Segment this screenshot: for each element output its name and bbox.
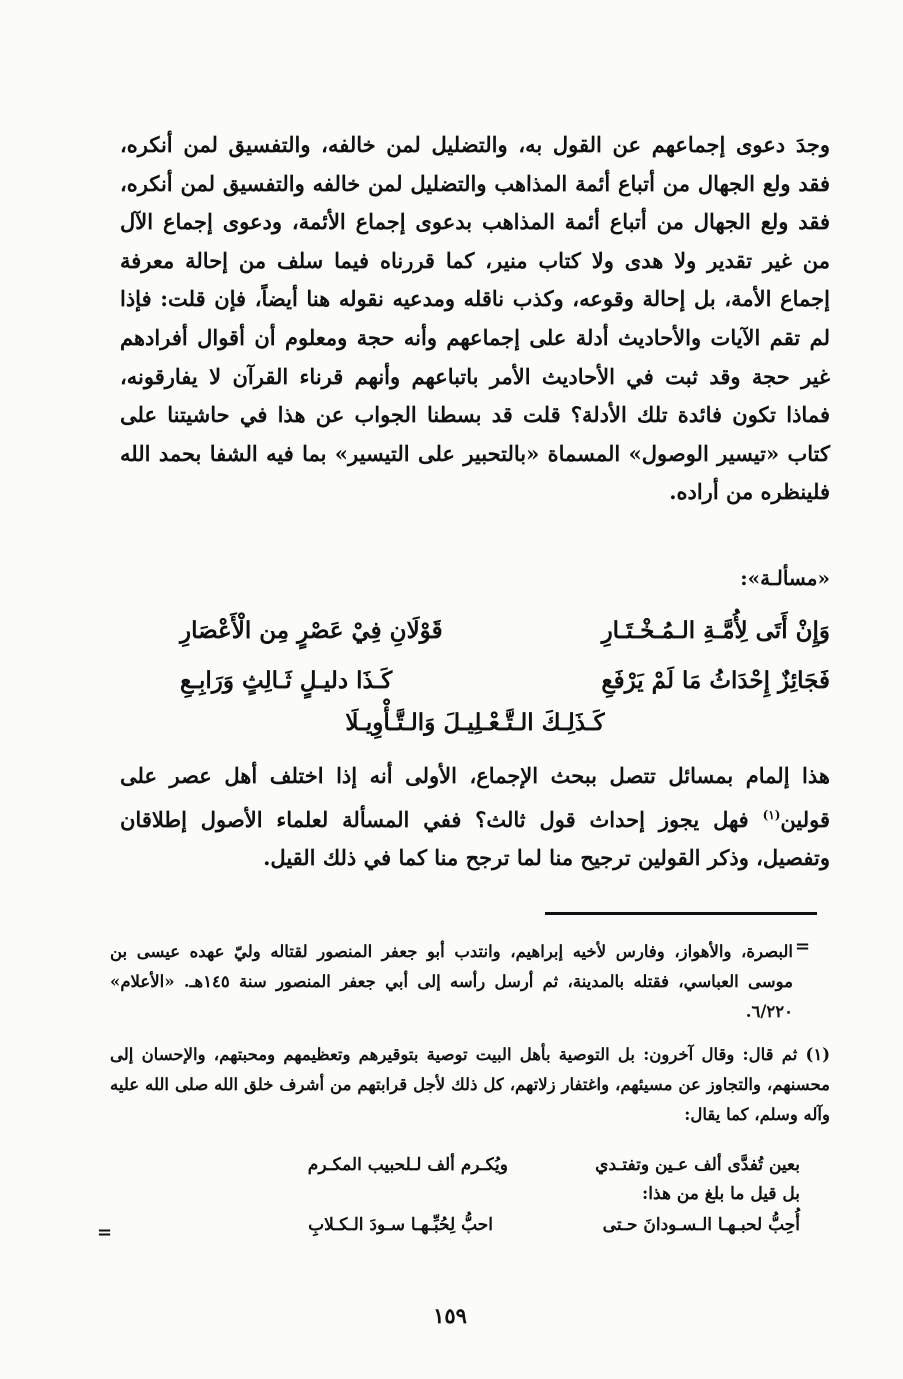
section-heading: «مسألـة»: (740, 566, 830, 590)
verse-line-3 (250, 700, 700, 746)
section-paragraph-text: فهل يجوز إحداث قول ثالث؟ ففي المسألة لعلماء الأصول إطلاقان وتفصيل، وذكر القولين ترجيح منا لما ترجح منا كما في ذلك القيل. (120, 806, 830, 871)
verse-hemistich: كَـذَا دليـلٍ ثَـالِثٍ وَرَابِـعِ (180, 667, 393, 694)
verse-hemistich: كَـذَلِـكَ الـتَّـعْـلِيـلَ وَالـتَّـأْوِيـلَا (345, 709, 605, 736)
footnote-reference[interactable]: (١) (762, 807, 781, 822)
footnote-separator (545, 912, 817, 915)
footnote-verse-hemistich: أُحِبُّ لحبـهـا الـسـودانَ حـتى (602, 1215, 800, 1235)
page-number: ١٥٩ (433, 1303, 467, 1328)
continuation-mark: = (97, 1222, 113, 1243)
main-paragraph (120, 126, 830, 512)
footnote-continuation-text: البصرة، والأهواز، وفارس لأخيه إبراهيم، وانتدب أبو جعفر المنصور لقتاله وليّ عهده عيسى بن موسى العباسي، فقتله بالمدينة، ثم أرسل رأسه إلى أبي جعفر المنصور سنة ١٤٥هـ. «الأعلام» ٦/٢٢٠. (110, 942, 793, 1021)
section-paragraph-text: هذا إلمام بمسائل تتصل ببحث الإجماع، الأولى أنه إذا اختلف أهل عصر على قولين (120, 763, 830, 832)
footnote-number: (١) (805, 1045, 830, 1064)
footnote-verse-hemistich: بعين تُفدَّى ألف عـين وتفتـدي (595, 1155, 800, 1175)
footnote-1 (110, 1040, 830, 1130)
verse-hemistich: فَجَائِزٌ إِحْدَاثُ مَا لَمْ يَرْفَعِ (601, 667, 830, 694)
section-paragraph (120, 757, 830, 878)
footnote-continuation (110, 937, 793, 1027)
footnote-verse-hemistich: ويُكـرم ألف لـلحبيب المكـرم (307, 1155, 508, 1175)
footnote-verse-hemistich: احبُّ لِحُبِّـهـا سـودَ الـكـلابِ (308, 1215, 493, 1235)
footnote-bridge-text: بل قيل ما بلغ من هذا: (642, 1184, 800, 1204)
main-paragraph-text: وجدَ دعوى إجماعهم عن القول به، والتضليل لمن خالفه، والتفسيق لمن أنكره، فقد ولع الجهال من أتباع أئمة المذاهب والتضليل لمن خالفه والتفسيق لمن أنكره، فقد ولع الجهال من أتباع أئمة المذاهب بدعوى إجماع الأئمة، ودعوى إجماع الآل من غير تقدير ولا هدى ولا كتاب منير، كما قررناه فيما سلف من إحالة معرفة إجماع الأمة، بل إحالة وقوعه، وكذب ناقله ومدعيه نقوله هنا أيضاً، فإن قلت: فإذا لم تقم الآيات والأحاديث أدلة على إجماعهم وأنه حجة ومعلوم أن أقوال أفرادهم غير حجة وقد ثبت في الأحاديث الأمر باتباعهم وأنهم قرناء القرآن لا يفارقونه، فماذا تكون فائدة تلك الأدلة؟ قلت قد بسطنا الجواب عن هذا في حاشيتنا على كتاب «تيسير الوصول» المسماة «بالتحبير على التيسير» بما فيه الشفا بحمد الله فلينظره من أراده. (120, 132, 830, 505)
verse-hemistich: وَإِنْ أَتَى لِأُمَّـةِ الـمُـخْـتَـارِ (601, 617, 830, 644)
verse-line-1 (180, 608, 830, 654)
verse-line-2 (180, 658, 830, 704)
continuation-mark: = (795, 936, 811, 957)
verse-hemistich: قَوْلَانِ فِيْ عَصْرٍ مِن الْأَعْصَارِ (180, 617, 443, 644)
footnote-text: ثم قال: وقال آخرون: بل التوصية بأهل البيت توصية بتوقيرهم وتعظيمهم ومحبتهم، والإحسان إلى محسنهم، والتجاوز عن مسيئهم، واغتفار زلاتهم، كل ذلك لأجل قرابتهم من أشرف خلق الله صلى الله عليه وآله وسلم، كما يقال: (110, 1045, 830, 1124)
